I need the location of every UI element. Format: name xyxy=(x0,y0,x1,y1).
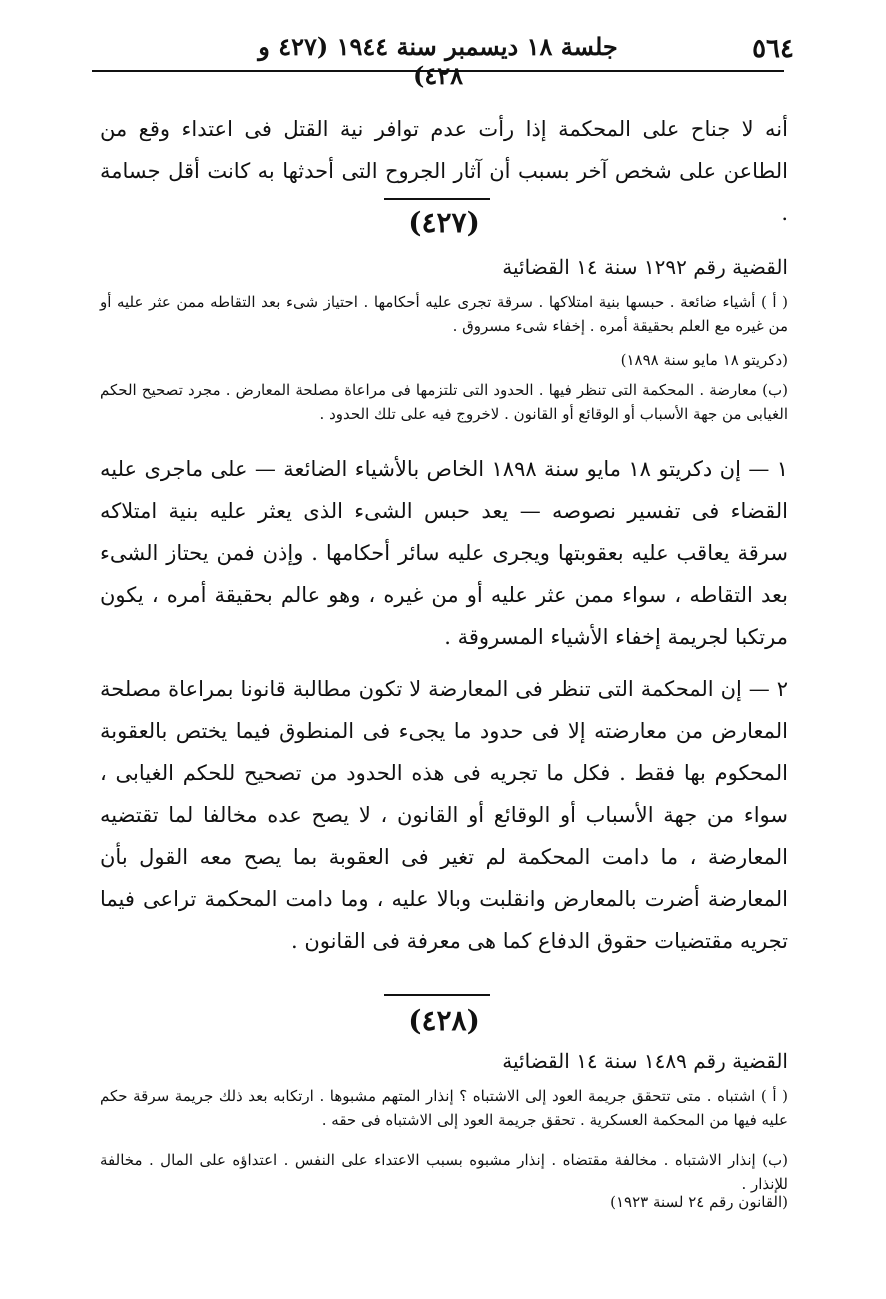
case-427-decree-block xyxy=(100,348,788,372)
case-427-reference: القضية رقم ١٢٩٢ سنة ١٤ القضائية xyxy=(502,255,788,279)
case-428-summary-b: (ب) إنذار الاشتباه . مخالفة مقتضاه . إنذار مشبوه بسبب الاعتداء على النفس . اعتداؤه على المال . مخالفة للإنذار . xyxy=(100,1151,788,1193)
case-428-law-block xyxy=(100,1190,788,1214)
header-divider xyxy=(92,70,784,72)
case-428-ref-block xyxy=(100,1046,788,1076)
case-427-para-1-block xyxy=(100,448,788,658)
case-427-decree: (دكريتو ١٨ مايو سنة ١٨٩٨) xyxy=(620,351,788,369)
case-428-reference: القضية رقم ١٤٨٩ سنة ١٤ القضائية xyxy=(502,1049,788,1073)
case-427-summary-b-block xyxy=(100,378,788,426)
case-427-ref-block xyxy=(100,252,788,282)
case-427-summary-a-block xyxy=(100,290,788,338)
case-428-law: (القانون رقم ٢٤ لسنة ١٩٢٣) xyxy=(610,1193,788,1211)
case-427-summary-a: ( أ ) أشياء ضائعة . حبسها بنية امتلاكها . سرقة تجرى عليه أحكامها . احتياز شىء بعد التقاطه ممن عثر عليه أو من غيره مع العلم بحقيقة أمره . إخفاء شىء مسروق . xyxy=(100,293,788,335)
case-428-number-block xyxy=(100,1004,788,1037)
case-427-number: (٤٢٧) xyxy=(408,206,480,239)
case-428-summary-a: ( أ ) اشتباه . متى تتحقق جريمة العود إلى الاشتباه ؟ إنذار المتهم مشبوها . ارتكابه بعد ذلك جريمة سرقة حكم عليه فيها من المحكمة العسكرية . تحقق جريمة العود إلى الاشتباه فى حقه . xyxy=(100,1087,788,1129)
case-428-summary-a-block xyxy=(100,1084,788,1132)
section-divider xyxy=(384,198,490,200)
case-427-paragraph-1: ١ — إن دكريتو ١٨ مايو سنة ١٨٩٨ الخاص بالأشياء الضائعة — على ماجرى عليه القضاء فى تفسير نصوصه — يعد حبس الشىء الذى يعثر عليه بنية امتلاكه سرقة يعاقب عليه بعقوبتها ويجرى عليه سائر أحكامها . وإذن فمن يحتاز الشىء بعد التقاطه ، سواء ممن عثر عليه أو من غيره ، وهو عالم بحقيقة أمره ، يكون مرتكبا لجريمة إخفاء الأشياء المسروقة . xyxy=(100,457,788,649)
case-427-paragraph-2: ٢ — إن المحكمة التى تنظر فى المعارضة لا تكون مطالبة قانونا بمراعاة مصلحة المعارض من معارضته إلا فى حدود ما يجىء فى المنطوق فيما يختص بالعقوبة المحكوم بها فقط . فكل ما تجريه فى هذه الحدود من تصحيح للحكم الغيابى ، سواء من جهة الأسباب أو الوقائع أو القانون ، لا يصح عده مخالفا لما تقتضيه المعارضة ، ما دامت المحكمة لم تغير فى العقوبة بما يصح معه القول بأن المعارضة أضرت بالمعارض وانقلبت وبالا عليه ، وما دامت المحكمة تراعى فيما تجريه مقتضيات حقوق الدفاع كما هى معرفة فى القانون . xyxy=(100,677,788,953)
section-divider-2 xyxy=(384,994,490,996)
running-header: جلسة ١٨ ديسمبر سنة ١٩٤٤ (٤٢٧ و ٤٢٨) xyxy=(258,32,618,90)
case-427-summary-b: (ب) معارضة . المحكمة التى تنظر فيها . الحدود التى تلتزمها فى مراعاة مصلحة المعارض . مجرد تصحيح الحكم الغيابى من جهة الأسباب أو الوقائع أو القانون . لاخروج فيه على تلك الحدود . xyxy=(100,381,788,423)
case-428-number: (٤٢٨) xyxy=(408,1004,480,1037)
case-427-number-block xyxy=(100,206,788,239)
page-number: ٥٦٤ xyxy=(752,34,794,64)
intro-paragraph: أنه لا جناح على المحكمة إذا رأت عدم توافر نية القتل فى اعتداء وقع من الطاعن على شخص آخر بسبب أن آثار الجروح التى أحدثها به كانت أقل جسامة . xyxy=(100,117,788,225)
case-428-summary-b-block xyxy=(100,1148,788,1196)
case-427-para-2-block xyxy=(100,668,788,962)
